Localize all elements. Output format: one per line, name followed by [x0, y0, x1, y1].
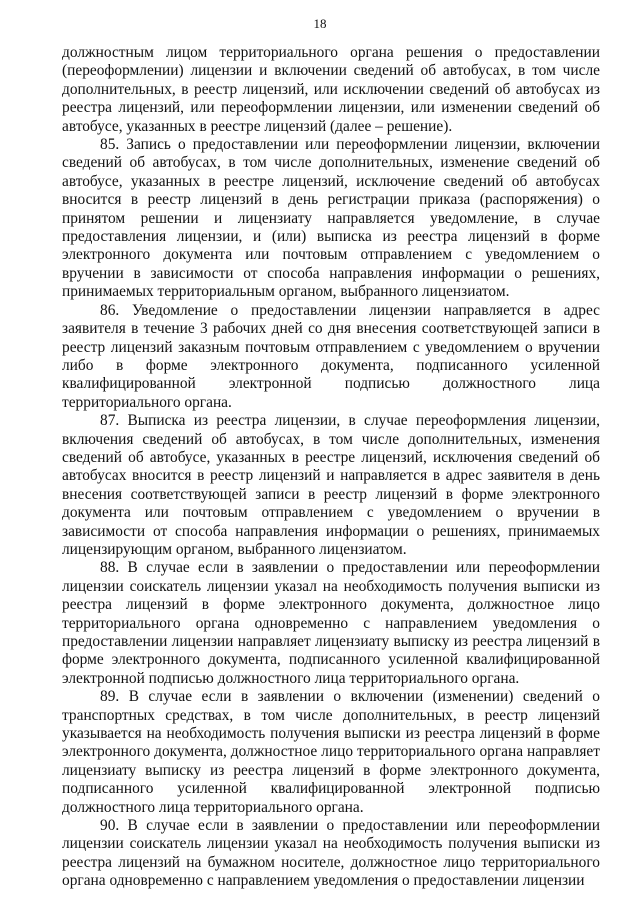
paragraph-90: 90. В случае если в заявлении о предоставлении или переоформлении лицензии соискатель лицензии указал на необходимость получения выписки из реестра лицензий на бумажном носителе, должностное лицо территориального органа одновременно с направлением уведомления о предоставлении лицензии: [62, 817, 600, 890]
paragraph-89: 89. В случае если в заявлении о включении (изменении) сведений о транспортных средствах, в том числе дополнительных, в реестр лицензий указывается на необходимость получения выписки из реестра лицензий в форме электронного документа, должностное лицо территориального органа направляет лицензиату выписку из реестра лицензий в форме электронного документа, подписанного усиленной квалифицированной электронной подписью должностного лица территориального органа.: [62, 688, 600, 816]
paragraph-86: 86. Уведомление о предоставлении лицензии направляется в адрес заявителя в течение 3 рабочих дней со дня внесения соответствующей записи в реестр лицензий заказным почтовым отправлением с уведомлением о вручении либо в форме электронного документа, подписанного усиленной квалифицированной электронной подписью должностного лица территориального органа.: [62, 301, 600, 411]
page-number: 18: [313, 16, 327, 31]
document-body: [62, 44, 600, 891]
paragraph-85: 85. Запись о предоставлении или переоформлении лицензии, включении сведений об автобусах, в том числе дополнительных, изменение сведений об автобусе, указанных в реестре лицензий, исключение сведений об автобусах вносится в реестр лицензий в день регистрации приказа (распоряжения) о принятом решении и лицензиату направляется уведомление, в случае предоставления лицензии, и (или) выписка из реестра лицензий в форме электронного документа или почтовым отправлением с уведомлением о вручении в зависимости от способа направления информации о решениях, принимаемых территориальным органом, выбранного лицензиатом.: [62, 136, 600, 301]
paragraph-continuation: должностным лицом территориального органа решения о предоставлении (переоформлении) лицензии и включении сведений об автобусах, в том числе дополнительных, в реестр лицензий, или исключении сведений об автобусах из реестра лицензий, или переоформлении лицензии, или изменении сведений об автобусе, указанных в реестре лицензий (далее – решение).: [62, 44, 600, 135]
paragraph-87: 87. Выписка из реестра лицензии, в случае переоформления лицензии, включения сведений об автобусах, в том числе дополнительных, изменения сведений об автобусе, указанных в реестре лицензий, исключения сведений об автобусах вносится в реестр лицензий и направляется в адрес заявителя в день внесения соответствующей записи в реестр лицензий в форме электронного документа или почтовым отправлением с уведомлением о вручении в зависимости от способа направления информации о решениях, принимаемых лицензирующим органом, выбранного лицензиатом.: [62, 412, 600, 558]
paragraph-88: 88. В случае если в заявлении о предоставлении или переоформлении лицензии соискатель лицензии указал на необходимость получения выписки из реестра лицензий в форме электронного документа, должностное лицо территориального органа одновременно с направлением уведомления о предоставлении лицензии направляет лицензиату выписку из реестра лицензий в форме электронного документа, подписанного усиленной квалифицированной электронной подписью должностного лица территориального органа.: [62, 559, 600, 687]
